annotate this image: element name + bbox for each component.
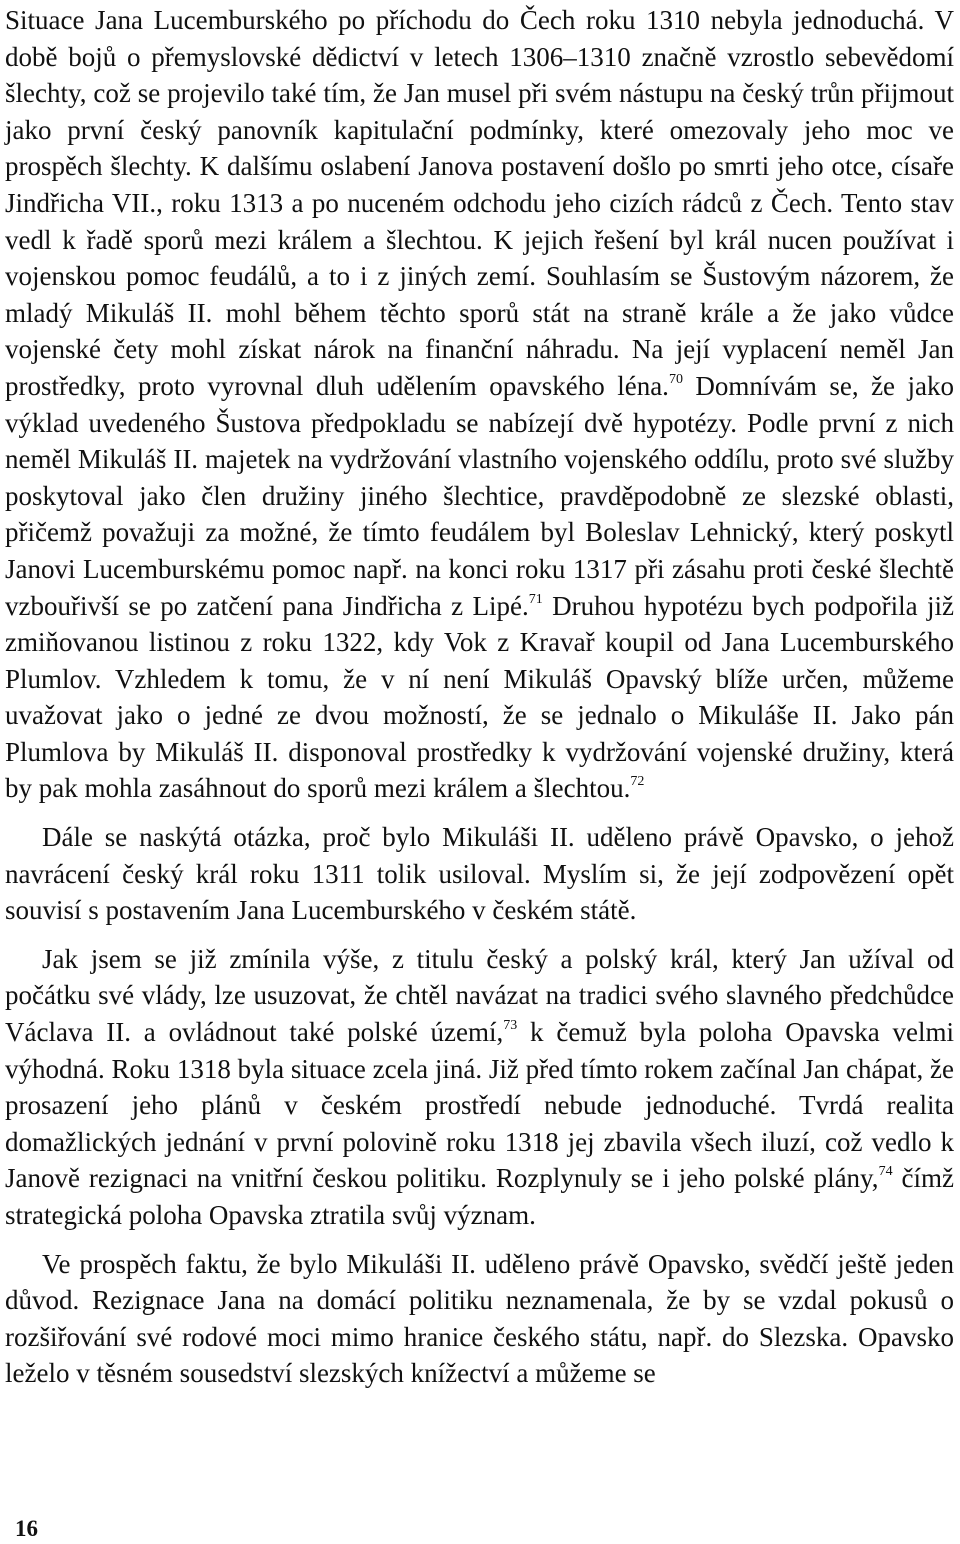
paragraph-text: Druhou hypotézu bych podpořila již zmiňovanou listinou z roku 1322, kdy Vok z Kravař koupil od Jana Lucemburského Plumlov. Vzhledem k tomu, že v ní není Mikuláš Opavský blíže určen, můžeme uvažovat jako o jedné ze dvou možností, že se jednalo o Mikuláše II. Jako pán Plumlova by Mikuláš II. disponoval prostředky k vydržování vojenské družiny, která by pak mohla zasáhnout do sporů mezi králem a šlechtou.	[5, 590, 954, 804]
body-text	[0, 2, 960, 1392]
footnote-reference: 72	[630, 774, 645, 790]
footnote-reference: 73	[503, 1018, 518, 1034]
paragraph-text: Jak jsem se již zmínila výše, z titulu český a polský král, který Jan užíval od počátku své vlády, lze usuzovat, že chtěl navázat na tradici svého slavného předchůdce Václava II. a ovládnout také polské území,	[5, 943, 954, 1048]
paragraph	[5, 2, 954, 807]
footnote-reference: 74	[878, 1164, 893, 1180]
paragraph	[5, 819, 954, 929]
paragraph-text: Ve prospěch faktu, že bylo Mikuláši II. uděleno právě Opavsko, svědčí ještě jeden důvod. Rezignace Jana na domácí politiku neznamenala, že by se vzdal pokusů o rozšiřování své rodové moci mimo hranice českého státu, např. do Slezska. Opavsko leželo v těsném sousedství slezských knížectví a můžeme se	[5, 1248, 954, 1389]
paragraph-text: k čemuž byla poloha Opavska velmi výhodná. Roku 1318 byla situace zcela jiná. Již před tímto rokem začínal Jan chápat, že prosazení jeho plánů v českém prostředí nebude jednoduché. Tvrdá realita domažlických jednání v první polovině roku 1318 jej zbavila všech iluzí, což vedlo k Janově rezignaci na vnitřní českou politiku. Rozplynuly se i jeho polské plány,	[5, 1017, 954, 1194]
page-number: 16	[15, 1516, 38, 1541]
paragraph	[5, 1246, 954, 1392]
paragraph-text: Domnívám se, že jako výklad uvedeného Šustova předpokladu se nabízejí dvě hypotézy. Podle první z nich neměl Mikuláš II. majetek na vydržování vlastního vojenského oddílu, proto své služby poskytoval jako člen družiny jiného šlechtice, pravděpodobně ze slezské oblasti, přičemž považuji za možné, že tímto feudálem byl Boleslav Lehnický, který poskytl Janovi Lucemburskému pomoc např. na konci roku 1317 při zásahu proti české šlechtě vzbouřivší se po zatčení pana Jindřicha z Lipé.	[5, 370, 954, 621]
paragraph-text: čímž strategická poloha Opavska ztratila svůj význam.	[5, 1163, 954, 1230]
paragraph-text: Dále se naskýtá otázka, proč bylo Mikuláši II. uděleno právě Opavsko, o jehož navrácení český král roku 1311 tolik usiloval. Myslím si, že její zodpovězení opět souvisí s postavením Jana Lucemburského v českém státě.	[5, 822, 954, 926]
paragraph-text: Situace Jana Lucemburského po příchodu do Čech roku 1310 nebyla jednoduchá. V době bojů o přemyslovské dědictví v letech 1306–1310 značně vzrostlo sebevědomí šlechty, což se projevilo také tím, že Jan musel při svém nástupu na český trůn přijmout jako první český panovník kapitulační podmínky, které omezovaly jeho moc ve prospěch šlechty. K dalšímu oslabení Janova postavení došlo po smrti jeho otce, císaře Jindřicha VII., roku 1313 a po nuceném odchodu jeho cizích rádců z Čech. Tento stav vedl k řadě sporů mezi králem a šlechtou. K jejich řešení byl král nucen používat i vojenskou pomoc feudálů, a to i z jiných zemí. Souhlasím se Šustovým názorem, že mladý Mikuláš II. mohl během těchto sporů stát na straně krále a že jako vůdce vojenské čety mohl získat nárok na finanční náhradu. Na její vyplacení neměl Jan prostředky, proto vyrovnal dluh udělením opavského léna.	[5, 5, 954, 401]
footnote-reference: 71	[528, 591, 543, 607]
paragraph	[5, 941, 954, 1234]
footnote-reference: 70	[668, 371, 683, 387]
